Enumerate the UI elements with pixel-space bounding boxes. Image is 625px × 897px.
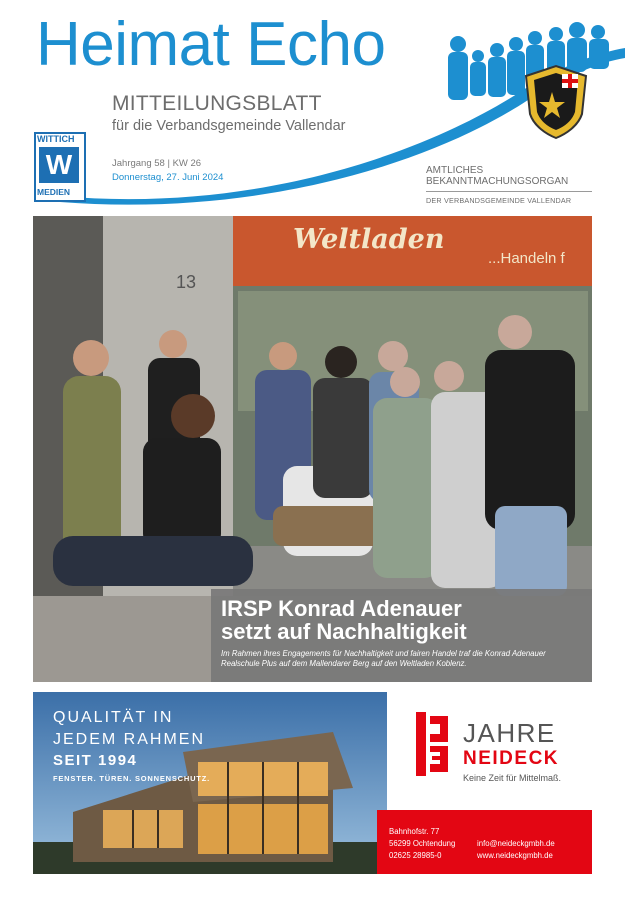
masthead bbox=[0, 0, 625, 215]
contact-email[interactable]: info@neideckgmbh.de bbox=[477, 839, 555, 848]
ad-tagline-1: QUALITÄT IN bbox=[53, 709, 174, 726]
neideck-advertisement[interactable] bbox=[33, 692, 592, 874]
wittich-medien-logo bbox=[34, 132, 88, 204]
official-line-1: AMTLICHES bbox=[426, 165, 484, 176]
contact-city: 56299 Ochtendung bbox=[389, 839, 456, 848]
divider bbox=[426, 191, 592, 192]
coat-of-arms-icon bbox=[522, 62, 590, 140]
issue-date: Donnerstag, 27. Juni 2024 bbox=[112, 172, 224, 183]
ad-slogan: Keine Zeit für Mittelmaß. bbox=[463, 773, 562, 783]
ad-since: SEIT 1994 bbox=[53, 752, 138, 769]
official-line-3: DER VERBANDSGEMEINDE VALLENDAR bbox=[426, 196, 572, 205]
ad-years-label: JAHRE bbox=[463, 718, 556, 748]
ad-tagline-2: JEDEM RAHMEN bbox=[53, 731, 206, 748]
shop-sign-tagline: ...Handeln f bbox=[488, 250, 565, 267]
headline-box bbox=[211, 589, 592, 682]
neideck-30-logo-icon bbox=[416, 712, 450, 776]
ad-brand: NEIDECK bbox=[463, 748, 560, 769]
issue-number: Jahrgang 58 | KW 26 bbox=[112, 158, 202, 169]
photo-caption: Im Rahmen ihres Engagements für Nachhaltigkeit und fairen Handel traf die Konrad Adenauer Realschule Plus auf dem Mallendarer Berg auf den Weltladen Koblenz. bbox=[221, 649, 546, 668]
logo-top-text: WITTICH bbox=[37, 134, 75, 144]
ad-products: FENSTER. TÜREN. SONNENSCHUTZ. bbox=[53, 774, 210, 783]
house-number: 13 bbox=[176, 272, 197, 292]
headline-line-2: setzt auf Nachhaltigkeit bbox=[221, 619, 467, 644]
cover-photo bbox=[33, 216, 592, 682]
shop-sign: Weltladen bbox=[293, 224, 445, 255]
newspaper-subtitle: MITTEILUNGSBLATT bbox=[112, 92, 322, 115]
official-organ-label bbox=[426, 165, 592, 187]
contact-street: Bahnhofstr. 77 bbox=[389, 827, 440, 836]
logo-letter: W bbox=[39, 147, 79, 183]
newspaper-title: Heimat Echo bbox=[36, 10, 386, 79]
newspaper-region: für die Verbandsgemeinde Vallendar bbox=[112, 118, 346, 134]
contact-website[interactable]: www.neideckgmbh.de bbox=[477, 851, 553, 860]
official-line-2: BEKANNTMACHUNGSORGAN bbox=[426, 176, 569, 187]
contact-phone[interactable]: 02625 28985-0 bbox=[389, 851, 442, 860]
headline-line-1: IRSP Konrad Adenauer bbox=[221, 596, 462, 621]
logo-bottom-text: MEDIEN bbox=[37, 187, 71, 197]
